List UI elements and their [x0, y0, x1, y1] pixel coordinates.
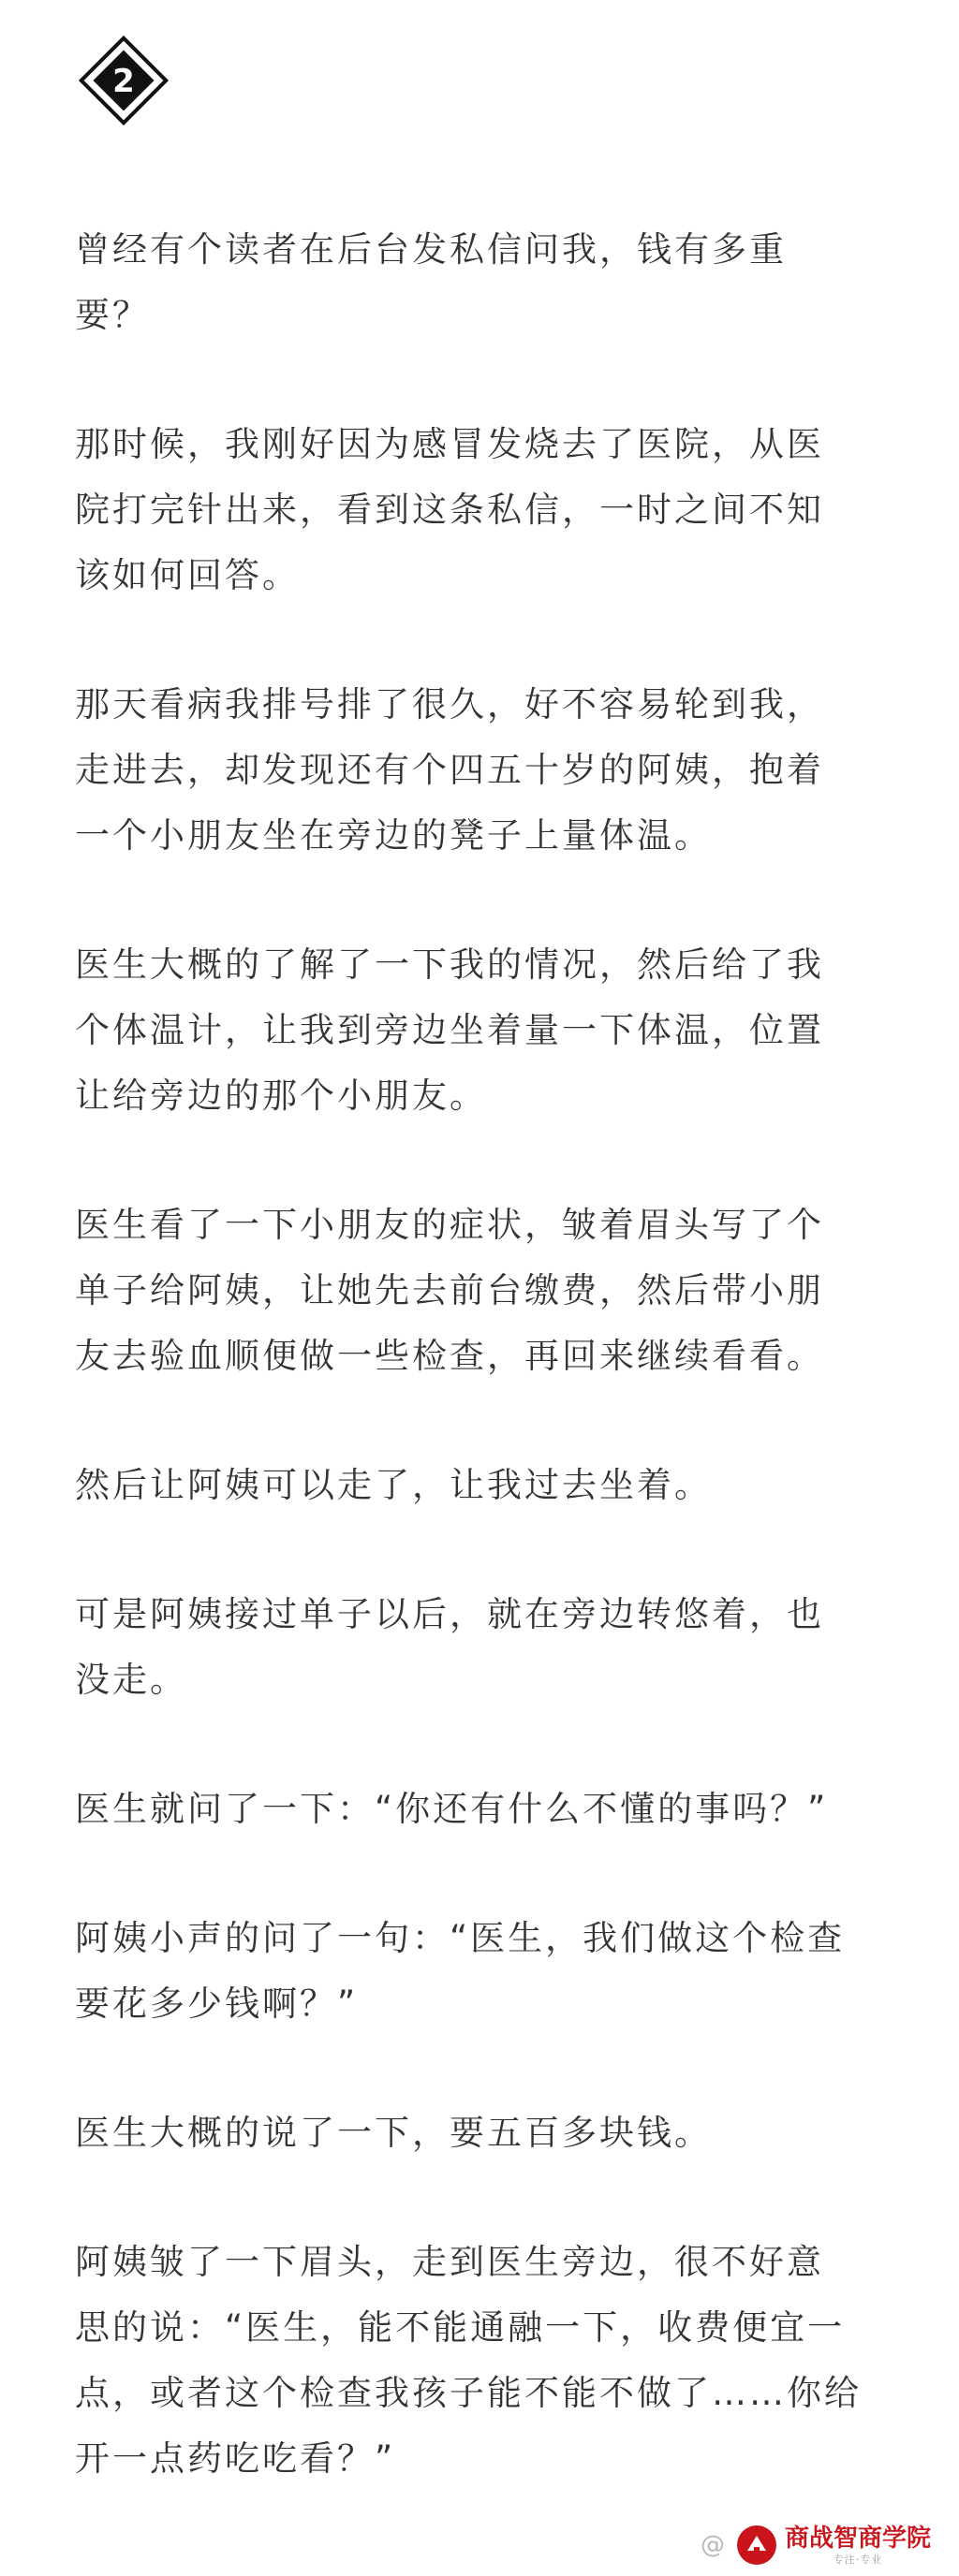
paragraph: 可是阿姨接过单子以后，就在旁边转悠着，也 没走。	[75, 1594, 824, 1700]
brand-emblem-icon	[734, 2523, 779, 2568]
diamond-badge-icon	[75, 32, 172, 129]
paragraph: 那天看病我排号排了很久，好不容易轮到我， 走进去，却发现还有个四五十岁的阿姨，抱着 一个小朋友坐在旁边的凳子上量体温。	[75, 684, 824, 856]
paragraph: 阿姨小声的问了一句：“医生，我们做这个检查 要花多少钱啊？”	[75, 1918, 846, 2024]
brand-name: 商战智商学院	[784, 2525, 931, 2553]
section-number-badge	[75, 32, 172, 129]
badge-number: 2	[112, 63, 135, 100]
brand-tagline: 专注·专业	[833, 2554, 883, 2566]
paragraph: 医生大概的说了一下，要五百多块钱。	[75, 2113, 712, 2153]
paragraph: 阿姨皱了一下眉头，走到医生旁边，很不好意 思的说：“医生，能不能通融一下，收费便宜一 点，或者这个检查我孩子能不能不做了……你给 开一点药吃吃看？”	[75, 2242, 862, 2479]
paragraph: 医生大概的了解了一下我的情况，然后给了我 个体温计，让我到旁边坐着量一下体温，位置 让给旁边的那个小朋友。	[75, 944, 824, 1116]
weibo-handle: @	[700, 2531, 725, 2559]
paragraph: 然后让阿姨可以走了，让我过去坐着。	[75, 1465, 712, 1505]
brand-logo	[734, 2523, 931, 2568]
article-body	[75, 217, 890, 2555]
paragraph: 医生看了一下小朋友的症状，皱着眉头写了个 单子给阿姨，让她先去前台缴费，然后带小朋 友去验血顺便做一些检查，再回来继续看看。	[75, 1205, 824, 1376]
paragraph: 曾经有个读者在后台发私信问我，钱有多重 要？	[75, 229, 787, 335]
paragraph: 那时候，我刚好因为感冒发烧去了医院，从医 院打完针出来，看到这条私信，一时之间不知 该如何回答。	[75, 424, 824, 595]
watermark	[701, 2520, 931, 2570]
paragraph: 医生就问了一下：“你还有什么不懂的事吗？”	[75, 1789, 829, 1829]
